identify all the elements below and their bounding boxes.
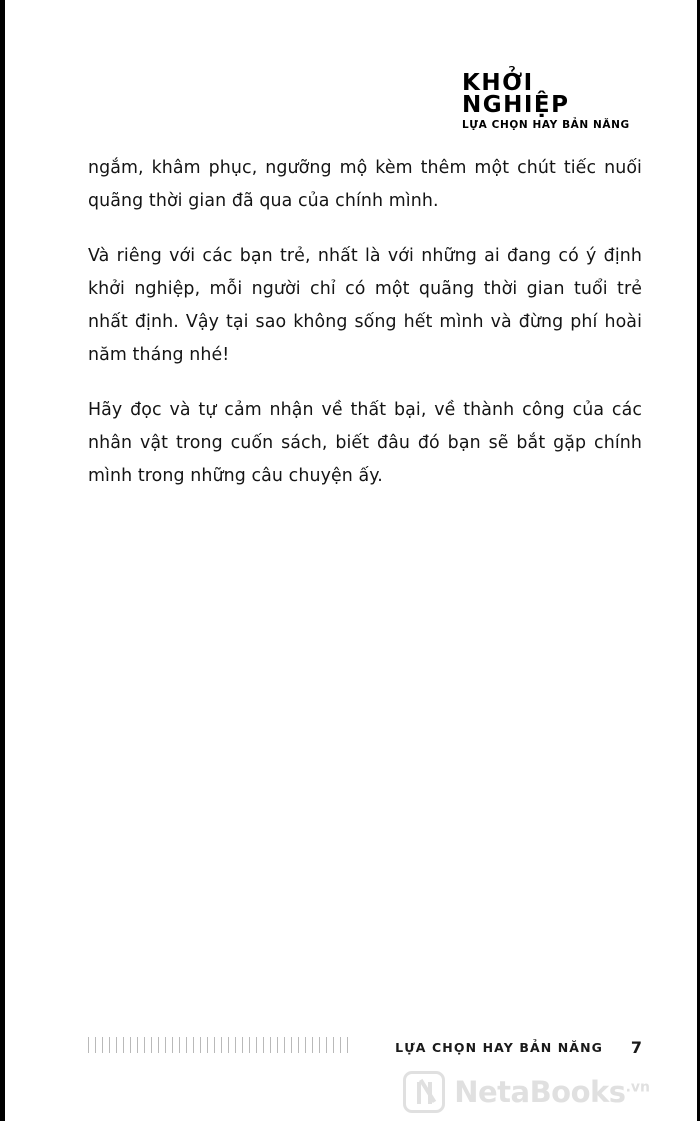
page-footer — [0, 1035, 700, 1065]
netabooks-logo-icon — [403, 1071, 445, 1113]
page-left-edge — [0, 0, 5, 1121]
paragraph: Và riêng với các bạn trẻ, nhất là với những ai đang có ý định khởi nghiệp, mỗi người chỉ có một quãng thời gian tuổi trẻ nhất định. Vậy tại sao không sống hết mình và đừng phí hoài năm tháng nhé! — [88, 246, 642, 365]
book-logo — [462, 72, 642, 131]
watermark — [403, 1071, 650, 1113]
watermark-tld: .vn — [625, 1078, 650, 1095]
watermark-name: NetaBooks — [454, 1074, 626, 1109]
paragraph: ngắm, khâm phục, ngưỡng mộ kèm thêm một chút tiếc nuối quãng thời gian đã qua của chính mình. — [88, 158, 642, 211]
logo-subtitle: LỰA CHỌN HAY BẢN NĂNG — [462, 119, 630, 131]
page-content — [88, 152, 642, 506]
watermark-text — [454, 1074, 650, 1109]
logo-line-1: KHỞI — [462, 70, 534, 96]
logo-line-2: NGHIỆP — [462, 92, 570, 118]
footer-running-title: LỰA CHỌN HAY BẢN NĂNG — [395, 1040, 603, 1055]
footer-decorative-rule — [88, 1037, 348, 1053]
logo-diagonal — [419, 1079, 436, 1103]
page-number: 7 — [630, 1038, 642, 1057]
paragraph: Hãy đọc và tự cảm nhận về thất bại, về thành công của các nhân vật trong cuốn sách, biết đâu đó bạn sẽ bắt gặp chính mình trong những câu chuyện ấy. — [88, 400, 642, 486]
